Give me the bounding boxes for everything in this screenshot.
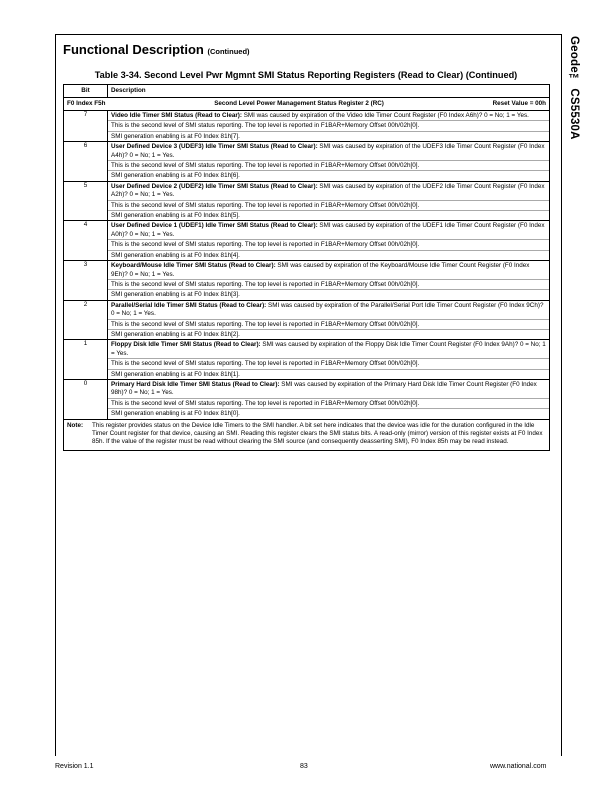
table-row (64, 300, 550, 340)
footer-revision: Revision 1.1 (55, 763, 94, 770)
header-bit: Bit (64, 85, 108, 98)
table-row (64, 111, 550, 142)
bit-name: Floppy Disk Idle Timer SMI Status (Read to Clear): (111, 341, 261, 349)
bit-status-level: This is the second level of SMI status reporting. The top level is reported in F1BAR+Memory Offset 00h/02h[0]. (108, 160, 549, 170)
bit-status-level: This is the second level of SMI status reporting. The top level is reported in F1BAR+Memory Offset 00h/02h[0]. (108, 120, 549, 130)
bit-number: 7 (64, 111, 108, 142)
register-reset-value: Reset Value = 00h (492, 99, 546, 107)
bit-name: User Defined Device 1 (UDEF1) Idle Timer SMI Status (Read to Clear): (111, 222, 318, 230)
bit-number: 1 (64, 340, 108, 380)
note-label: Note: (67, 421, 84, 429)
bit-enable-location: SMI generation enabling is at F0 Index 81h[5]. (108, 210, 549, 220)
register-header-row (64, 98, 550, 111)
section-title (63, 42, 250, 57)
section-title-text: Functional Description (63, 42, 204, 57)
bit-name: Keyboard/Mouse Idle Timer SMI Status (Read to Clear): (111, 262, 276, 270)
bit-name: Video Idle Timer SMI Status (Read to Clear): (111, 112, 242, 119)
bit-description: SMI was caused by expiration of the Video Idle Timer Count Register (F0 Index A6h)? 0 = No; 1 = Yes. (241, 112, 529, 119)
header-description: Description (108, 85, 550, 98)
bit-description: SMI was caused by expiration of the UDEF1 Idle Timer Count Register (F0 Index A0h)? 0 = No; 1 = Yes. (111, 222, 545, 238)
bit-number: 6 (64, 142, 108, 182)
bit-description: SMI was caused by expiration of the Primary Hard Disk Idle Timer Count Register (F0 Index 98h)? 0 = No; 1 = Yes. (111, 380, 537, 397)
bit-status-level: This is the second level of SMI status reporting. The top level is reported in F1BAR+Memory Offset 00h/02h[0]. (108, 279, 549, 289)
bit-description: SMI was caused by expiration of the Parallel/Serial Port Idle Timer Count Register (F0 Index 9Ch)? 0 = No; 1 = Yes. (111, 301, 544, 318)
bit-name: Primary Hard Disk Idle Timer SMI Status (Read to Clear): (111, 380, 280, 388)
bit-description: SMI was caused by expiration of the UDEF3 Idle Timer Count Register (F0 Index A4h)? 0 = No; 1 = Yes. (111, 143, 545, 159)
side-title-text: Geode™ CS5530A (568, 36, 580, 140)
bit-enable-location: SMI generation enabling is at F0 Index 81h[0]. (108, 408, 549, 418)
bit-number: 3 (64, 261, 108, 301)
bit-description: SMI was caused by expiration of the UDEF2 Idle Timer Count Register (F0 Index A2h)? 0 = No; 1 = Yes. (111, 182, 545, 199)
section-continued: (Continued) (207, 47, 250, 56)
bit-enable-location: SMI generation enabling is at F0 Index 81h[6]. (108, 170, 549, 180)
table-header-row (64, 85, 550, 98)
table-title: Table 3-34. Second Level Pwr Mgmnt SMI Status Reporting Registers (Read to Clear) (Continued) (94, 70, 518, 80)
bit-description: SMI was caused by expiration of the Keyboard/Mouse Idle Timer Count Register (F0 Index 9Eh)? 0 = No; 1 = Yes. (111, 262, 530, 278)
bit-number: 5 (64, 181, 108, 221)
bit-status-level: This is the second level of SMI status reporting. The top level is reported in F1BAR+Memory Offset 00h/02h[0]. (108, 319, 549, 329)
bit-number: 2 (64, 300, 108, 340)
table-row (64, 340, 550, 380)
table-row (64, 379, 550, 419)
table-row (64, 181, 550, 221)
register-name: Second Level Power Management Status Register 2 (RC) (214, 99, 384, 107)
bit-name: User Defined Device 2 (UDEF2) Idle Timer SMI Status (Read to Clear): (111, 182, 318, 190)
bit-status-level: This is the second level of SMI status reporting. The top level is reported in F1BAR+Memory Offset 00h/02h[0]. (108, 200, 549, 210)
table-row (64, 221, 550, 261)
bit-name: Parallel/Serial Idle Timer SMI Status (Read to Clear): (111, 301, 267, 309)
side-product-title (560, 36, 588, 236)
footer-website: www.national.com (490, 763, 547, 770)
note-row (64, 419, 550, 450)
table-row (64, 261, 550, 301)
bit-enable-location: SMI generation enabling is at F0 Index 81h[2]. (108, 329, 549, 339)
bit-name: User Defined Device 3 (UDEF3) Idle Timer SMI Status (Read to Clear): (111, 143, 318, 151)
bit-status-level: This is the second level of SMI status reporting. The top level is reported in F1BAR+Memory Offset 00h/02h[0]. (108, 358, 549, 368)
note-text: This register provides status on the Device Idle Timers to the SMI handler. A bit set here indicates that the device was idle for the duration configured in the Idle Timer Count register for that device, causing an SMI. Reading this register clears the SMI status bits. A read-only (mirror) version of this register exists at F0 Index 85h. If the value of the register must be read without clearing the SMI source (and consequently deasserting SMI), F0 Index 85h may be read instead. (92, 421, 543, 446)
bit-enable-location: SMI generation enabling is at F0 Index 81h[4]. (108, 250, 549, 260)
register-index: F0 Index F5h (67, 99, 106, 107)
table-row (64, 142, 550, 182)
bit-enable-location: SMI generation enabling is at F0 Index 81h[1]. (108, 369, 549, 379)
bit-status-level: This is the second level of SMI status reporting. The top level is reported in F1BAR+Memory Offset 00h/02h[0]. (108, 398, 549, 408)
bit-number: 4 (64, 221, 108, 261)
bit-status-level: This is the second level of SMI status reporting. The top level is reported in F1BAR+Memory Offset 00h/02h[0]. (108, 239, 549, 249)
bit-enable-location: SMI generation enabling is at F0 Index 81h[3]. (108, 289, 549, 299)
bit-number: 0 (64, 379, 108, 419)
bit-enable-location: SMI generation enabling is at F0 Index 81h[7]. (108, 131, 549, 141)
register-table (63, 84, 550, 451)
bit-description: SMI was caused by expiration of the Floppy Disk Idle Timer Count Register (F0 Index 9Ah)? 0 = No; 1 = Yes. (111, 341, 546, 357)
footer-page-number: 83 (300, 763, 308, 770)
